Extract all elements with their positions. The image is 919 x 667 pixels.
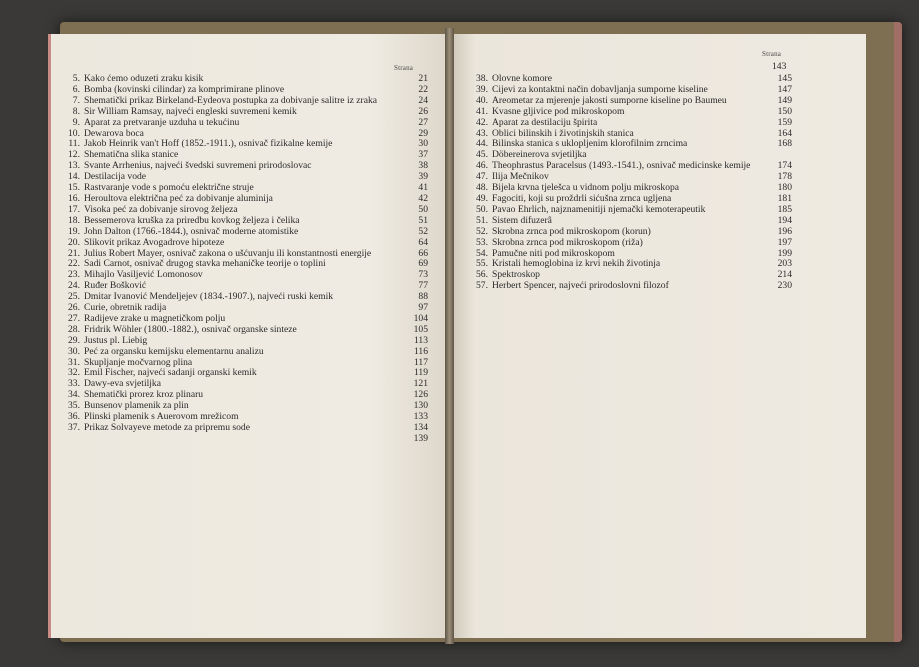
toc-entry bbox=[56, 227, 428, 238]
toc-entry bbox=[56, 336, 428, 347]
toc-entry-title: Sir William Ramsay, najveći engleski suvremeni kemik bbox=[84, 106, 297, 117]
toc-entry-title: Curie, obretnik radija bbox=[84, 303, 167, 314]
toc-entry-title: Slikovit prikaz Avogadrove hipoteze bbox=[84, 237, 225, 248]
toc-entry-title: Dewarova boca bbox=[84, 128, 144, 139]
toc-entry-page: 105 bbox=[413, 323, 428, 335]
toc-entry-page: 41 bbox=[418, 182, 428, 194]
toc-entry-title: Heroultova električna peć za dobivanje aluminija bbox=[84, 193, 273, 204]
toc-entry-number: 28. bbox=[68, 323, 80, 335]
toc-entry-number: 57. bbox=[476, 280, 488, 292]
toc-entry-page: 66 bbox=[418, 247, 428, 259]
toc-entry bbox=[464, 118, 792, 129]
toc-entry-page: 185 bbox=[777, 203, 792, 215]
toc-entry-page: 126 bbox=[413, 389, 428, 401]
toc-entry-title: Škrobna zrnca pod mikroskopom (korun) bbox=[492, 226, 651, 237]
toc-entry-number: 33. bbox=[68, 378, 80, 390]
toc-entry-number: 52. bbox=[476, 225, 488, 237]
toc-entry bbox=[56, 96, 428, 107]
toc-entry bbox=[464, 139, 792, 150]
toc-entry-number: 26. bbox=[68, 302, 80, 314]
toc-entry bbox=[56, 368, 428, 379]
toc-entry-title: Skupljanje močvarnog plina bbox=[84, 357, 193, 368]
toc-entry-number: 22. bbox=[68, 258, 80, 270]
toc-entry bbox=[56, 249, 428, 260]
toc-entry-title: Justus pl. Liebig bbox=[84, 335, 148, 346]
toc-entry-page: 21 bbox=[418, 73, 428, 84]
toc-entry-page: 42 bbox=[418, 192, 428, 204]
toc-entry bbox=[56, 281, 428, 292]
toc-entry bbox=[56, 390, 428, 401]
toc-entry bbox=[56, 205, 428, 216]
toc-entry-number: 37. bbox=[68, 422, 80, 433]
toc-entry-title: Rastvaranje vode s pomoću električne struje bbox=[84, 183, 254, 194]
toc-entry-number: 12. bbox=[68, 149, 80, 161]
toc-entry bbox=[464, 259, 792, 270]
toc-entry-page: 77 bbox=[418, 280, 428, 292]
toc-entry-number: 44. bbox=[476, 138, 488, 150]
toc-entry-number: 34. bbox=[68, 389, 80, 401]
toc-entry bbox=[56, 270, 428, 281]
toc-entry-page: 168 bbox=[777, 138, 792, 150]
toc-entry bbox=[464, 150, 792, 161]
toc-entry-page: 24 bbox=[418, 94, 428, 106]
toc-entry-number: 47. bbox=[476, 171, 488, 183]
toc-entry-title: Jakob Heinrik van't Hoff (1852.-1911.), osnivač fizikalne kemije bbox=[84, 139, 333, 150]
toc-entry-page: 73 bbox=[418, 269, 428, 281]
toc-entry bbox=[56, 325, 428, 336]
toc-entry-number: 11. bbox=[68, 138, 80, 150]
toc-entry bbox=[56, 183, 428, 194]
toc-entry-page: 39 bbox=[418, 171, 428, 183]
toc-entry-title: Emil Fischer, najveći sadanji organski kemik bbox=[84, 368, 257, 379]
toc-entry-number: 18. bbox=[68, 214, 80, 226]
toc-entry-page: 196 bbox=[777, 225, 792, 237]
toc-entry-title: Radijeve zrake u magnetičkom polju bbox=[84, 313, 226, 324]
toc-entry bbox=[464, 270, 792, 281]
toc-entry-number: 36. bbox=[68, 411, 80, 423]
toc-entry-number: 35. bbox=[68, 400, 80, 412]
toc-entry-title: Shematična slika stanice bbox=[84, 150, 179, 161]
toc-entry-title: Plinski plamenik s Auerovom mrežicom bbox=[84, 412, 239, 423]
toc-entry-title: Fridrik Wöhler (1800.-1882.), osnivač organske sinteze bbox=[84, 324, 297, 335]
toc-entry-number: 53. bbox=[476, 236, 488, 248]
toc-entry-number: 41. bbox=[476, 105, 488, 117]
toc-entry-number: 51. bbox=[476, 214, 488, 226]
toc-entry-number: 21. bbox=[68, 247, 80, 259]
toc-entry-number: 54. bbox=[476, 247, 488, 259]
toc-entry-page: 133 bbox=[413, 411, 428, 423]
cover-spine-edge bbox=[894, 22, 902, 642]
toc-entry-number: 30. bbox=[68, 345, 80, 357]
toc-entry-page: 69 bbox=[418, 258, 428, 270]
toc-entry-number: 48. bbox=[476, 182, 488, 194]
toc-entry-number: 13. bbox=[68, 160, 80, 172]
toc-entry bbox=[56, 379, 428, 390]
toc-entry-title: Peć za organsku kemijsku elementarnu analizu bbox=[84, 346, 264, 357]
toc-entry-title: Olovne komore bbox=[492, 74, 552, 84]
toc-entry-page: 145 bbox=[777, 73, 792, 84]
toc-entry bbox=[56, 85, 428, 96]
toc-entry-number: 17. bbox=[68, 203, 80, 215]
toc-entry-page: 116 bbox=[413, 345, 428, 357]
toc-entry-title: Destilacija vode bbox=[84, 172, 147, 183]
toc-entry-title: Dmitar Ivanović Mendeljejev (1834.-1907.), najveći ruski kemik bbox=[84, 292, 334, 303]
toc-entry-number: 25. bbox=[68, 291, 80, 303]
toc-entry-page: 130 bbox=[413, 400, 428, 412]
left-toc-list bbox=[56, 74, 428, 445]
toc-entry-number: 50. bbox=[476, 203, 488, 215]
toc-entry bbox=[56, 172, 428, 183]
toc-entry-title: Visoka peć za dobivanje sirovog željeza bbox=[84, 204, 238, 215]
toc-entry-page: 214 bbox=[777, 269, 792, 281]
toc-entry-page: 27 bbox=[418, 116, 428, 128]
toc-entry-page: 159 bbox=[777, 116, 792, 128]
toc-entry-page: 149 bbox=[777, 94, 792, 106]
toc-entry-title: Bessemerova kruška za priredbu kovkog željeza i čelika bbox=[84, 215, 300, 226]
toc-entry-page: 199 bbox=[777, 247, 792, 259]
toc-entry-number: 15. bbox=[68, 182, 80, 194]
toc-entry bbox=[464, 74, 792, 85]
toc-entry-page: 139 bbox=[413, 432, 428, 444]
toc-entry-title: Kako ćemo oduzeti zraku kisik bbox=[84, 74, 204, 84]
toc-entry-number: 46. bbox=[476, 160, 488, 172]
toc-entry bbox=[56, 74, 428, 85]
toc-entry-title: Mihajlo Vasiljević Lomonosov bbox=[84, 270, 203, 281]
toc-entry bbox=[464, 129, 792, 140]
toc-entry-number: 20. bbox=[68, 236, 80, 248]
toc-entry-number: 19. bbox=[68, 225, 80, 237]
toc-entry bbox=[56, 161, 428, 172]
toc-entry-page: 51 bbox=[418, 214, 428, 226]
toc-entry bbox=[56, 129, 428, 140]
toc-entry-title: Kristali hemoglobina iz krvi nekih životinja bbox=[492, 259, 661, 270]
toc-entry bbox=[56, 292, 428, 303]
toc-entry bbox=[56, 150, 428, 161]
toc-entry-page: 121 bbox=[413, 378, 428, 390]
toc-entry bbox=[56, 412, 428, 423]
toc-entry-number: 24. bbox=[68, 280, 80, 292]
toc-entry-title: Theophrastus Paracelsus (1493.-1541.), osnivač medicinske kemije bbox=[492, 161, 751, 172]
toc-entry-number: 38. bbox=[476, 73, 488, 84]
toc-entry-title: Aparat za destilaciju špirita bbox=[492, 117, 598, 128]
toc-entry bbox=[464, 161, 792, 172]
toc-entry bbox=[56, 139, 428, 150]
toc-entry-number: 6. bbox=[72, 83, 80, 95]
toc-entry bbox=[464, 227, 792, 238]
toc-entry-number: 32. bbox=[68, 367, 80, 379]
book-gutter bbox=[445, 28, 454, 644]
toc-entry-page: 50 bbox=[418, 203, 428, 215]
toc-entry bbox=[464, 249, 792, 260]
toc-entry-page: 117 bbox=[413, 356, 428, 368]
toc-entry-page: 38 bbox=[418, 160, 428, 172]
toc-entry-title: Dawy-eva svjetiljka bbox=[84, 379, 161, 390]
toc-entry-title: Bunsenov plamenik za plin bbox=[84, 401, 189, 412]
toc-entry-page: 164 bbox=[777, 127, 792, 139]
toc-entry bbox=[464, 85, 792, 96]
toc-entry bbox=[56, 107, 428, 118]
toc-entry-title: Škrobna zrnca pod mikroskopom (riža) bbox=[492, 237, 643, 248]
toc-entry-title: Julius Robert Mayer, osnivač zakona o ušćuvanju ili konstantnosti energije bbox=[84, 248, 372, 259]
toc-entry-page: 37 bbox=[418, 149, 428, 161]
toc-entry-title: Döbereinerova svjetiljka bbox=[492, 150, 587, 161]
toc-entry-number: 23. bbox=[68, 269, 80, 281]
toc-entry-title: Ruđer Bošković bbox=[84, 281, 147, 292]
toc-entry-title: Pavao Ehrlich, najznamenitiji njemački kemoterapeutik bbox=[492, 204, 706, 215]
toc-entry bbox=[56, 401, 428, 412]
toc-entry bbox=[56, 347, 428, 358]
toc-entry-number: 31. bbox=[68, 356, 80, 368]
toc-entry-title: Shematički prikaz Birkeland-Eydeova postupka za dobivanje salitre iz zraka bbox=[84, 95, 378, 106]
toc-entry-title: Oblici bilinskih i životinjskih stanica bbox=[492, 128, 634, 139]
toc-entry-title: Ilija Mečnikov bbox=[492, 172, 549, 183]
toc-entry-page: 113 bbox=[413, 334, 428, 346]
toc-entry-title: Pamučne niti pod mikroskopom bbox=[492, 248, 615, 259]
toc-entry-page: 97 bbox=[418, 302, 428, 314]
toc-entry-title: Fagociti, koji su proždrli sićušna zrnca ugljena bbox=[492, 193, 672, 204]
right-toc-list bbox=[464, 74, 792, 292]
toc-entry-page: 134 bbox=[413, 422, 428, 433]
toc-entry-page: 150 bbox=[777, 105, 792, 117]
toc-entry-number: 16. bbox=[68, 192, 80, 204]
toc-entry-page: 197 bbox=[777, 236, 792, 248]
toc-entry-title: John Dalton (1766.-1844.), osnivač moderne atomistike bbox=[84, 226, 299, 237]
toc-entry bbox=[56, 216, 428, 227]
toc-entry-number: 40. bbox=[476, 94, 488, 106]
toc-entry-number: 42. bbox=[476, 116, 488, 128]
toc-entry-number: 9. bbox=[72, 116, 80, 128]
toc-entry bbox=[464, 281, 792, 292]
toc-entry bbox=[56, 314, 428, 325]
toc-entry bbox=[56, 238, 428, 249]
right-top-page-number: 143 bbox=[772, 61, 787, 72]
toc-entry-page: 104 bbox=[413, 312, 428, 324]
toc-entry-number: 10. bbox=[68, 127, 80, 139]
toc-entry-page: 30 bbox=[418, 138, 428, 150]
toc-entry bbox=[464, 107, 792, 118]
toc-entry-page: 26 bbox=[418, 105, 428, 117]
toc-entry-number: 43. bbox=[476, 127, 488, 139]
toc-entry bbox=[56, 358, 428, 369]
toc-entry-title: Bijela krvna tjelešca u vidnom polju mikroskopa bbox=[492, 183, 680, 194]
toc-entry-title: Sadi Carnot, osnivač drugog stavka mehaničke teorije o toplini bbox=[84, 259, 326, 270]
toc-entry-number: 7. bbox=[72, 94, 80, 106]
toc-entry-number: 45. bbox=[476, 149, 488, 161]
toc-entry-number: 8. bbox=[72, 105, 80, 117]
toc-entry-title: Spektroskop bbox=[492, 270, 540, 281]
toc-entry-title: Kvasne gljivice pod mikroskopom bbox=[492, 106, 625, 117]
toc-entry-page: 178 bbox=[777, 171, 792, 183]
toc-entry-number: 39. bbox=[476, 83, 488, 95]
toc-entry bbox=[56, 118, 428, 129]
toc-entry-title: Herbert Spencer, najveći prirodoslovni filozof bbox=[492, 281, 669, 292]
toc-entry bbox=[464, 172, 792, 183]
toc-entry-page: 52 bbox=[418, 225, 428, 237]
toc-entry-number: 14. bbox=[68, 171, 80, 183]
toc-entry-title: Aparat za pretvaranje uzduha u tekućinu bbox=[84, 117, 240, 128]
left-column-header: Strana bbox=[394, 64, 414, 72]
toc-entry-page: 181 bbox=[777, 192, 792, 204]
toc-entry-number: 5. bbox=[72, 73, 80, 84]
toc-entry bbox=[464, 216, 792, 227]
toc-entry bbox=[56, 194, 428, 205]
toc-entry-title: Prikaz Solvayeve metode za pripremu sode bbox=[84, 423, 250, 433]
toc-entry-page: 22 bbox=[418, 83, 428, 95]
toc-entry-page: 64 bbox=[418, 236, 428, 248]
toc-entry-number: 55. bbox=[476, 258, 488, 270]
toc-entry-title: Areometar za mjerenje jakosti sumporne kiseline po Baumeu bbox=[492, 95, 727, 106]
toc-entry-number: 49. bbox=[476, 192, 488, 204]
toc-entry-page: 29 bbox=[418, 127, 428, 139]
toc-entry-title: Sistem difuzerâ bbox=[492, 215, 552, 226]
toc-entry-page: 203 bbox=[777, 258, 792, 270]
toc-entry-page: 194 bbox=[777, 214, 792, 226]
toc-entry-number: 29. bbox=[68, 334, 80, 346]
toc-entry bbox=[56, 434, 428, 445]
toc-entry-page: 147 bbox=[777, 83, 792, 95]
toc-entry-page: 180 bbox=[777, 182, 792, 194]
toc-entry-title: Svante Arrhenius, najveći švedski suvremeni prirodoslovac bbox=[84, 161, 312, 172]
right-column-header: Strana bbox=[762, 50, 782, 58]
toc-entry bbox=[464, 238, 792, 249]
toc-entry-title: Bomba (kovinski cilindar) za komprimirane plinove bbox=[84, 84, 285, 95]
toc-entry-title: Cijevi za kontaktni način dobavljanja sumporne kiseline bbox=[492, 84, 708, 95]
toc-entry bbox=[56, 423, 428, 434]
toc-entry-page: 119 bbox=[413, 367, 428, 379]
toc-entry-number: 27. bbox=[68, 312, 80, 324]
toc-entry bbox=[464, 96, 792, 107]
toc-entry bbox=[464, 205, 792, 216]
toc-entry-page: 230 bbox=[777, 280, 792, 292]
toc-entry bbox=[464, 194, 792, 205]
toc-entry-page: 88 bbox=[418, 291, 428, 303]
toc-entry-page: 174 bbox=[777, 160, 792, 172]
toc-entry bbox=[464, 183, 792, 194]
toc-entry-title: Bilinska stanica s uklopljenim klorofilnim zrncima bbox=[492, 139, 688, 150]
toc-entry-title: Shematički prorez kroz plinaru bbox=[84, 390, 204, 401]
toc-entry-number: 56. bbox=[476, 269, 488, 281]
toc-entry bbox=[56, 303, 428, 314]
toc-entry bbox=[56, 259, 428, 270]
